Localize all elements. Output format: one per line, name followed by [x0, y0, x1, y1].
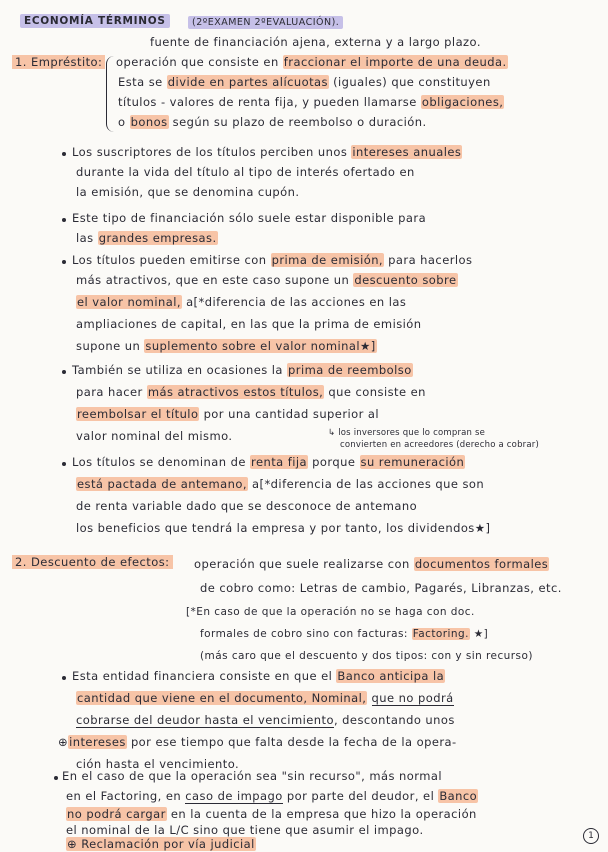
hl-cantidad-nominal: cantidad que viene en el documento, Nominal,	[77, 691, 367, 705]
bullet-dot	[62, 676, 66, 680]
s1-b4-note-2: convierten en acreedores (derecho a cobrar)	[340, 440, 539, 450]
ul-cobrarse: cobrarse del deudor hasta el vencimiento	[76, 713, 334, 727]
s2-b2-line-2: en el Factoring, en caso de impago por parte del deudor, el Banco	[66, 789, 478, 803]
s1-b3-line-3: el valor nominal, a[*diferencia de las acciones en las	[77, 295, 407, 309]
s1-b5-line-1: Los títulos se denominan de renta fija porque su remuneración	[72, 455, 465, 469]
bullet-dot	[54, 776, 58, 780]
hl-obligaciones: obligaciones,	[421, 95, 504, 109]
s2-b2-line-3: no podrá cargar en la cuenta de la empresa que hizo la operación	[67, 807, 477, 821]
s2-b1-line-3: cobrarse del deudor hasta el vencimiento, descontando unos	[76, 713, 455, 727]
s1-b3-line-5: supone un suplemento sobre el valor nominal★]	[76, 339, 376, 353]
s1-b5-line-2: está pactada de antemano, a[*diferencia de las acciones que son	[77, 477, 485, 491]
s1-heading-label: 1. Empréstito:	[12, 55, 105, 69]
page-number: 1	[583, 828, 599, 844]
s1-b2-line-2: las grandes empresas.	[76, 231, 217, 245]
s1-b3-line-2: más atractivos, que en este caso supone un descuento sobre	[76, 273, 457, 287]
s2-heading-label: 2. Descuento de efectos:	[12, 555, 173, 569]
s1-b5-line-4: los beneficios que tendrá la empresa y por tanto, los dividendos★]	[76, 521, 491, 535]
hl-bonos: bonos	[130, 115, 168, 129]
s2-line-3: [*En caso de que la operación no se haga con doc.	[186, 606, 475, 618]
s1-b4-line-1: También se utiliza en ocasiones la prima de reembolso	[72, 363, 412, 377]
hl-intereses-anuales: intereses anuales	[352, 145, 462, 159]
s2-b1-line-4: ⊕intereses por ese tiempo que falta desde la fecha de la opera-	[58, 735, 457, 749]
s1-b1-line-3: la emisión, que se denomina cupón.	[76, 185, 300, 199]
ul-caso-impago: caso de impago	[185, 789, 283, 803]
s1-b4-note-1: ↳ los inversores que lo compran se	[328, 428, 486, 438]
s2-line-5: (más caro que el descuento y dos tipos: con y sin recurso)	[200, 650, 533, 662]
page-subtitle: (2ºEXAMEN 2ºEVALUACIÓN).	[188, 16, 343, 29]
s2-line-1: operación que suele realizarse con documentos formales	[194, 557, 549, 571]
s1-line-4: o bonos según su plazo de reembolso o duración.	[118, 115, 427, 129]
s2-line-4: formales de cobro sino con facturas: Factoring. ★]	[200, 628, 489, 640]
hl-renta-fija: renta fija	[251, 455, 308, 469]
hl-no-podra-cargar: no podrá cargar	[67, 807, 166, 821]
s2-b2-line-4: el nominal de la L/C sino que tiene que asumir el impago.	[66, 823, 424, 837]
s1-b4-line-3: reembolsar el título por una cantidad superior al	[77, 407, 380, 421]
page-title: ECONOMÍA TÉRMINOS	[20, 14, 170, 28]
s2-b2-line-5	[66, 836, 256, 852]
hl-partes-alicuotas: divide en partes alícuotas	[167, 75, 328, 89]
hl-banco-anticipa: Banco anticipa la	[337, 669, 445, 683]
s1-b4-line-2: para hacer más atractivos estos títulos, que consiste en	[76, 385, 426, 399]
hl-banco: Banco	[439, 789, 478, 803]
hl-suplemento: suplemento sobre el valor nominal★]	[145, 339, 376, 353]
hl-prima-reembolso: prima de reembolso	[288, 363, 412, 377]
bullet-dot	[62, 462, 66, 466]
s1-b4-line-4: valor nominal del mismo.	[76, 429, 233, 443]
s2-b1-line-1: Esta entidad financiera consiste en que el Banco anticipa la	[72, 669, 445, 683]
hl-valor-nominal: el valor nominal,	[77, 295, 181, 309]
bullet-dot	[62, 370, 66, 374]
bullet-dot	[62, 218, 66, 222]
hl-factoring: Factoring.	[412, 628, 469, 640]
hl-mas-atractivos: más atractivos estos títulos,	[147, 385, 324, 399]
hl-reclamacion: ⊕ Reclamación por vía judicial	[67, 837, 255, 851]
s2-b1-line-2	[76, 690, 454, 706]
hl-grandes-empresas: grandes empresas.	[98, 231, 217, 245]
hl-pactada: está pactada de antemano,	[77, 477, 247, 491]
s1-brace	[106, 56, 115, 132]
s1-intro-line: fuente de financiación ajena, externa y a largo plazo.	[150, 35, 481, 49]
s2-b1-line-5: ción hasta el vencimiento.	[76, 757, 240, 771]
s1-line-2: Esta se divide en partes alícuotas (iguales) que constituyen	[118, 75, 491, 89]
s1-b1-line-1: Los suscriptores de los títulos perciben unos intereses anuales	[72, 145, 462, 159]
s2-heading	[12, 554, 173, 570]
hl-documentos-formales: documentos formales	[414, 557, 549, 571]
s1-line-3: títulos - valores de renta fija, y pueden llamarse obligaciones,	[118, 95, 504, 109]
hl-intereses: intereses	[69, 735, 126, 749]
s1-b1-line-2: durante la vida del título al tipo de interés ofertado en	[76, 165, 415, 179]
s1-b5-line-3: de renta variable dado que se desconoce de antemano	[76, 499, 418, 513]
s2-b2-line-1: En el caso de que la operación sea "sin recurso", más normal	[62, 769, 443, 783]
s1-b3-line-4: ampliaciones de capital, en las que la prima de emisión	[76, 317, 422, 331]
ul-no-podra: que no podrá	[371, 691, 454, 705]
s1-b2-line-1: Este tipo de financiación sólo suele estar disponible para	[72, 211, 427, 225]
hl-descuento-sobre: descuento sobre	[354, 273, 457, 287]
hl-reembolsar: reembolsar el título	[77, 407, 199, 421]
s1-line-1: operación que consiste en fraccionar el importe de una deuda.	[116, 55, 507, 69]
s1-heading	[12, 54, 105, 70]
hl-su-remuneracion: su remuneración	[360, 455, 465, 469]
hl-prima-emision: prima de emisión,	[271, 253, 384, 267]
bullet-dot	[62, 260, 66, 264]
hl-fraccionar: fraccionar el importe de una deuda.	[283, 55, 507, 69]
bullet-dot	[62, 152, 66, 156]
s2-line-2: de cobro como: Letras de cambio, Pagarés, Libranzas, etc.	[200, 581, 562, 595]
s1-b3-line-1: Los títulos pueden emitirse con prima de emisión, para hacerlos	[72, 253, 473, 267]
